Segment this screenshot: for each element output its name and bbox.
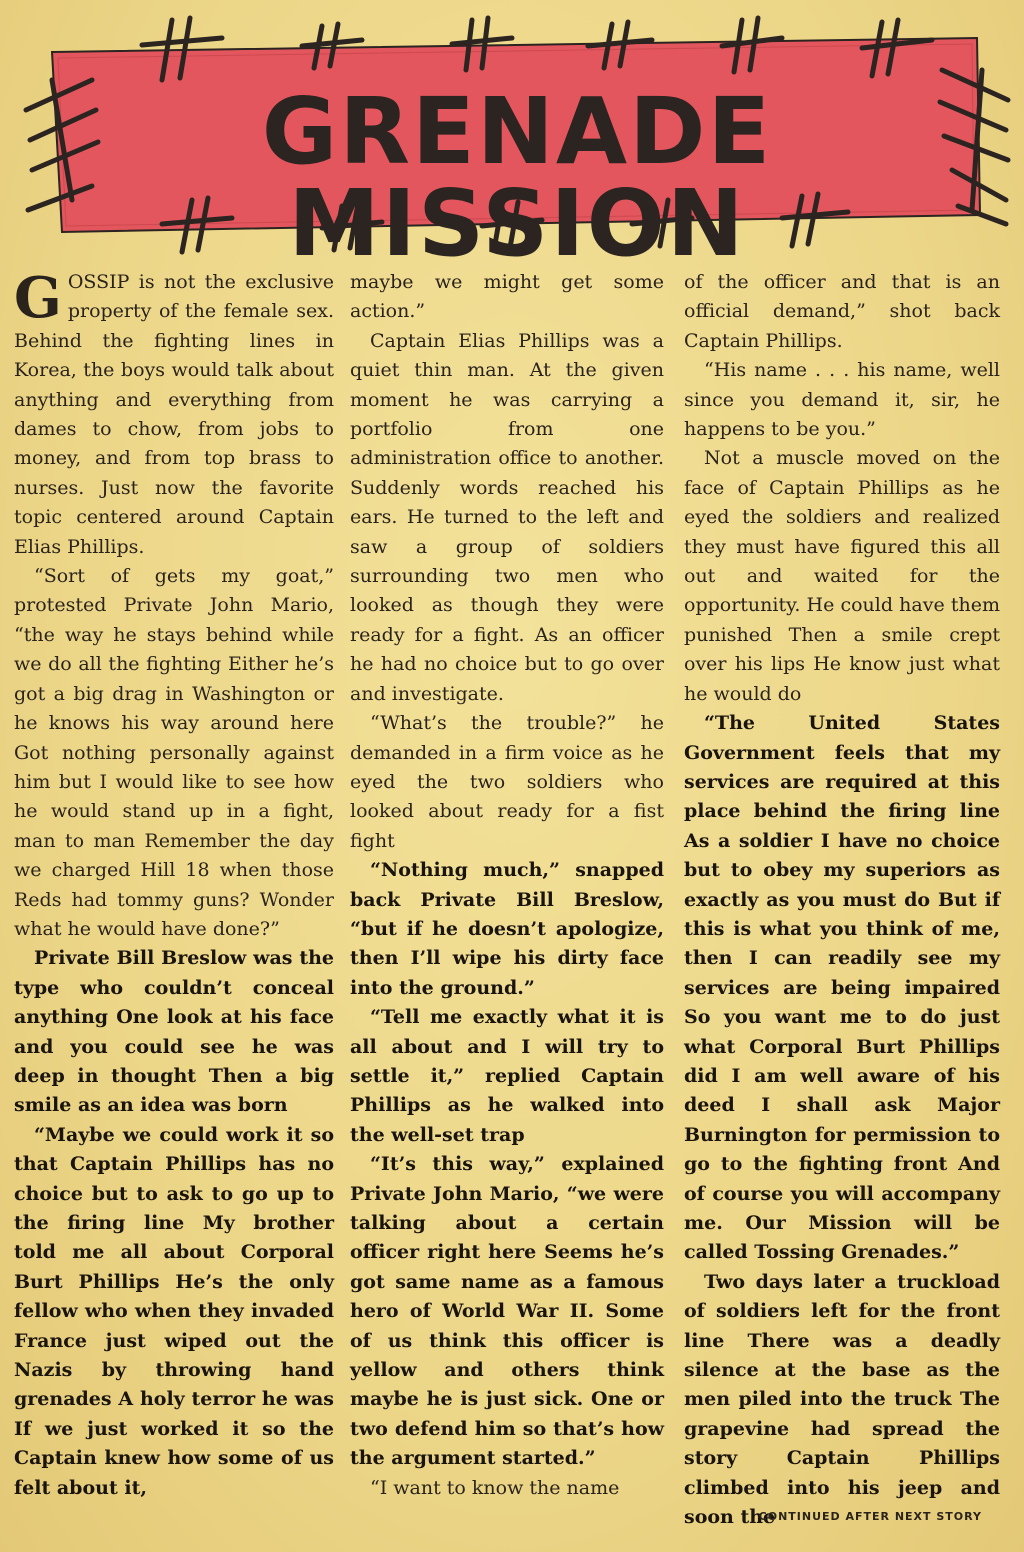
- paragraph: “The United States Government feels that my services are required at this place behind the firing line As a soldier I have no choice but to obey my superiors as exactly as you must do But if this is what you think of me, then I can readily see my services are being impaired So you want me to do just what Corporal Burt Phillips did I am well aware of his deed I shall ask Major Burnington for permission to go to the fighting front And of course you will accompany me. Our Mission will be called Tossing Grenades.”: [684, 712, 1000, 1264]
- title-banner: [22, 10, 1012, 277]
- text-column-2: [350, 268, 664, 1503]
- paragraph: “What’s the trouble?” he demanded in a firm voice as he eyed the two soldiers who looked about ready for a fist fight: [350, 712, 664, 852]
- paragraph: “Nothing much,” snapped back Private Bill Breslow, “but if he doesn’t apologize, then I’ll wipe his dirty face into the ground.”: [350, 859, 664, 999]
- text-column-1: [14, 265, 334, 1503]
- paragraph: “It’s this way,” explained Private John Mario, “we were talking about a certain officer right here Seems he’s got same name as a famous hero of World War II. Some of us think this officer is yellow and others think maybe he is just sick. One or two defend him so that’s how the argument started.”: [350, 1153, 664, 1470]
- paragraph: “His name . . . his name, well since you demand it, sir, he happens to be you.”: [684, 359, 1000, 441]
- paragraph: “Tell me exactly what it is all about and I will try to settle it,” replied Captain Phillips as he walked into the well-set trap: [350, 1006, 664, 1146]
- paragraph: maybe we might get some action.”: [350, 271, 664, 323]
- paragraph: Not a muscle moved on the face of Captain Phillips as he eyed the soldiers and realized they must have figured this all out and waited for the opportunity. He could have them punished Then a smile crept over his lips He know just what he would do: [684, 447, 1000, 705]
- paragraph: Private Bill Breslow was the type who couldn’t conceal anything One look at his face and you could see he was deep in thought Then a big smile as an idea was born: [14, 947, 334, 1117]
- paragraph: Captain Elias Phillips was a quiet thin man. At the given moment he was carrying a portfolio from one administration office to another. Suddenly words reached his ears. He turned to the left and saw a group of soldiers surrounding two men who looked as though they were ready for a fight. As an officer he had no choice but to go over and investigate.: [350, 329, 664, 705]
- paragraph: of the officer and that is an official demand,” shot back Captain Phillips.: [684, 271, 1000, 352]
- paragraph: “Maybe we could work it so that Captain Phillips has no choice but to ask to go up to the firing line My brother told me all about Corporal Burt Phillips He’s the only fellow who when they invaded France just wiped out the Nazis by throwing hand grenades A holy terror he was If we just worked it so the Captain knew how some of us felt about it,: [14, 1123, 334, 1499]
- text-column-3: [684, 268, 1000, 1532]
- continued-note: CONTINUED AFTER NEXT STORY: [758, 1510, 982, 1523]
- page-title: GRENADE MISSION: [261, 78, 773, 277]
- paragraph: [14, 265, 334, 562]
- paragraph: Two days later a truckload of soldiers left for the front line There was a deadly silence at the base as the men piled into the truck The grapevine had spread the story Captain Phillips climbed into his jeep and soon the: [684, 1270, 1000, 1529]
- paragraph: “I want to know the name: [370, 1476, 620, 1499]
- paragraph: “Sort of gets my goat,” protested Private John Mario, “the way he stays behind while we do all the fighting Either he’s got a big drag in Washington or he knows his way around here Got nothing personally against him but I would like to see how he would stand up in a fight, man to man Remember the day we charged Hill 18 when those Reds had tommy guns? Wonder what he would have done?”: [14, 565, 334, 940]
- drop-cap: G: [14, 265, 62, 331]
- paragraph-text: OSSIP is not the exclusive property of the female sex. Behind the fighting lines in Korea, the boys would talk about anything and everything from dames to chow, from jobs to money, and from top brass to nurses. Just now the favorite topic centered around Captain Elias Phillips.: [14, 271, 334, 558]
